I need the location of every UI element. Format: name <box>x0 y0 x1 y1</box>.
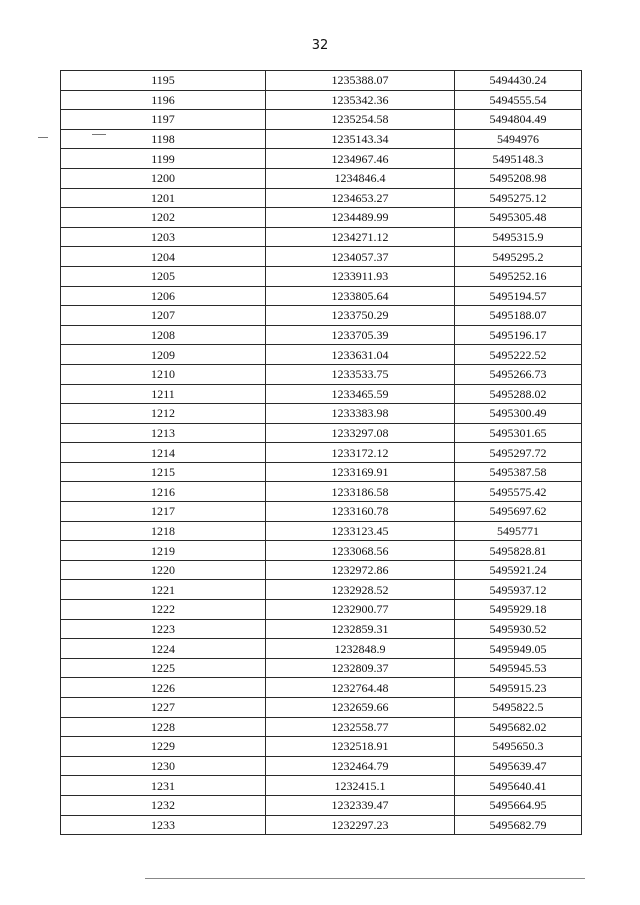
point-number-cell: 1217 <box>61 502 266 522</box>
point-number-cell: 1200 <box>61 168 266 188</box>
table-row <box>61 737 582 757</box>
x-coordinate-cell: 1234489.99 <box>266 208 455 228</box>
x-coordinate-cell: 1232809.37 <box>266 658 455 678</box>
table-row <box>61 776 582 796</box>
table-row <box>61 325 582 345</box>
table-row <box>61 423 582 443</box>
table-row <box>61 306 582 326</box>
table-row <box>61 698 582 718</box>
x-coordinate-cell: 1232972.86 <box>266 560 455 580</box>
point-number-cell: 1209 <box>61 345 266 365</box>
point-number-cell: 1205 <box>61 266 266 286</box>
y-coordinate-cell: 5495929.18 <box>455 600 582 620</box>
y-coordinate-cell: 5495275.12 <box>455 188 582 208</box>
point-number-cell: 1229 <box>61 737 266 757</box>
table-row <box>61 90 582 110</box>
scan-mark <box>38 137 48 138</box>
x-coordinate-cell: 1233750.29 <box>266 306 455 326</box>
coordinate-table <box>60 70 582 835</box>
x-coordinate-cell: 1232558.77 <box>266 717 455 737</box>
point-number-cell: 1227 <box>61 698 266 718</box>
y-coordinate-cell: 5495194.57 <box>455 286 582 306</box>
x-coordinate-cell: 1232297.23 <box>266 815 455 835</box>
x-coordinate-cell: 1232859.31 <box>266 619 455 639</box>
y-coordinate-cell: 5495697.62 <box>455 502 582 522</box>
y-coordinate-cell: 5495297.72 <box>455 443 582 463</box>
y-coordinate-cell: 5495208.98 <box>455 168 582 188</box>
y-coordinate-cell: 5494976 <box>455 129 582 149</box>
x-coordinate-cell: 1233705.39 <box>266 325 455 345</box>
x-coordinate-cell: 1233160.78 <box>266 502 455 522</box>
x-coordinate-cell: 1233172.12 <box>266 443 455 463</box>
x-coordinate-cell: 1235254.58 <box>266 110 455 130</box>
y-coordinate-cell: 5495682.02 <box>455 717 582 737</box>
y-coordinate-cell: 5495252.16 <box>455 266 582 286</box>
y-coordinate-cell: 5494430.24 <box>455 71 582 91</box>
point-number-cell: 1218 <box>61 521 266 541</box>
table-row <box>61 658 582 678</box>
y-coordinate-cell: 5494555.54 <box>455 90 582 110</box>
table-row <box>61 188 582 208</box>
table-row <box>61 502 582 522</box>
y-coordinate-cell: 5495148.3 <box>455 149 582 169</box>
y-coordinate-cell: 5495300.49 <box>455 404 582 424</box>
x-coordinate-cell: 1233465.59 <box>266 384 455 404</box>
y-coordinate-cell: 5495288.02 <box>455 384 582 404</box>
y-coordinate-cell: 5495682.79 <box>455 815 582 835</box>
table-row <box>61 795 582 815</box>
y-coordinate-cell: 5495266.73 <box>455 364 582 384</box>
x-coordinate-cell: 1233383.98 <box>266 404 455 424</box>
x-coordinate-cell: 1233533.75 <box>266 364 455 384</box>
point-number-cell: 1216 <box>61 482 266 502</box>
x-coordinate-cell: 1234967.46 <box>266 149 455 169</box>
y-coordinate-cell: 5495301.65 <box>455 423 582 443</box>
point-number-cell: 1203 <box>61 227 266 247</box>
point-number-cell: 1198 <box>61 129 266 149</box>
point-number-cell: 1196 <box>61 90 266 110</box>
point-number-cell: 1231 <box>61 776 266 796</box>
point-number-cell: 1221 <box>61 580 266 600</box>
table-row <box>61 404 582 424</box>
table-row <box>61 384 582 404</box>
point-number-cell: 1213 <box>61 423 266 443</box>
y-coordinate-cell: 5495650.3 <box>455 737 582 757</box>
point-number-cell: 1199 <box>61 149 266 169</box>
table-row <box>61 756 582 776</box>
point-number-cell: 1220 <box>61 560 266 580</box>
table-row <box>61 208 582 228</box>
y-coordinate-cell: 5495315.9 <box>455 227 582 247</box>
table-row <box>61 286 582 306</box>
point-number-cell: 1225 <box>61 658 266 678</box>
point-number-cell: 1195 <box>61 71 266 91</box>
table-row <box>61 560 582 580</box>
x-coordinate-cell: 1234057.37 <box>266 247 455 267</box>
y-coordinate-cell: 5495188.07 <box>455 306 582 326</box>
coordinate-table-body <box>61 71 582 835</box>
y-coordinate-cell: 5495664.95 <box>455 795 582 815</box>
point-number-cell: 1212 <box>61 404 266 424</box>
y-coordinate-cell: 5495949.05 <box>455 639 582 659</box>
point-number-cell: 1210 <box>61 364 266 384</box>
table-row <box>61 345 582 365</box>
y-coordinate-cell: 5495945.53 <box>455 658 582 678</box>
x-coordinate-cell: 1232415.1 <box>266 776 455 796</box>
y-coordinate-cell: 5495575.42 <box>455 482 582 502</box>
x-coordinate-cell: 1233169.91 <box>266 462 455 482</box>
point-number-cell: 1233 <box>61 815 266 835</box>
point-number-cell: 1228 <box>61 717 266 737</box>
table-row <box>61 443 582 463</box>
table-row <box>61 71 582 91</box>
table-row <box>61 600 582 620</box>
point-number-cell: 1219 <box>61 541 266 561</box>
point-number-cell: 1206 <box>61 286 266 306</box>
table-row <box>61 717 582 737</box>
x-coordinate-cell: 1235388.07 <box>266 71 455 91</box>
y-coordinate-cell: 5495640.41 <box>455 776 582 796</box>
x-coordinate-cell: 1232518.91 <box>266 737 455 757</box>
x-coordinate-cell: 1232464.79 <box>266 756 455 776</box>
footer-rule <box>145 878 585 879</box>
table-row <box>61 815 582 835</box>
y-coordinate-cell: 5495196.17 <box>455 325 582 345</box>
x-coordinate-cell: 1233805.64 <box>266 286 455 306</box>
x-coordinate-cell: 1233631.04 <box>266 345 455 365</box>
table-row <box>61 619 582 639</box>
table-row <box>61 149 582 169</box>
point-number-cell: 1202 <box>61 208 266 228</box>
point-number-cell: 1208 <box>61 325 266 345</box>
point-number-cell: 1201 <box>61 188 266 208</box>
point-number-cell: 1224 <box>61 639 266 659</box>
point-number-cell: 1230 <box>61 756 266 776</box>
point-number-cell: 1222 <box>61 600 266 620</box>
x-coordinate-cell: 1232928.52 <box>266 580 455 600</box>
x-coordinate-cell: 1234846.4 <box>266 168 455 188</box>
point-number-cell: 1197 <box>61 110 266 130</box>
table-row <box>61 129 582 149</box>
page-number: 32 <box>311 38 329 53</box>
point-number-cell: 1226 <box>61 678 266 698</box>
y-coordinate-cell: 5495771 <box>455 521 582 541</box>
y-coordinate-cell: 5495295.2 <box>455 247 582 267</box>
point-number-cell: 1214 <box>61 443 266 463</box>
x-coordinate-cell: 1234271.12 <box>266 227 455 247</box>
table-row <box>61 227 582 247</box>
table-row <box>61 541 582 561</box>
scan-mark <box>92 134 106 135</box>
y-coordinate-cell: 5495828.81 <box>455 541 582 561</box>
table-row <box>61 482 582 502</box>
point-number-cell: 1223 <box>61 619 266 639</box>
y-coordinate-cell: 5494804.49 <box>455 110 582 130</box>
table-row <box>61 247 582 267</box>
table-row <box>61 678 582 698</box>
x-coordinate-cell: 1232900.77 <box>266 600 455 620</box>
x-coordinate-cell: 1233911.93 <box>266 266 455 286</box>
x-coordinate-cell: 1235143.34 <box>266 129 455 149</box>
table-row <box>61 580 582 600</box>
table-row <box>61 521 582 541</box>
y-coordinate-cell: 5495921.24 <box>455 560 582 580</box>
table-row <box>61 168 582 188</box>
y-coordinate-cell: 5495930.52 <box>455 619 582 639</box>
x-coordinate-cell: 1232659.66 <box>266 698 455 718</box>
table-row <box>61 110 582 130</box>
x-coordinate-cell: 1233186.58 <box>266 482 455 502</box>
point-number-cell: 1232 <box>61 795 266 815</box>
x-coordinate-cell: 1232764.48 <box>266 678 455 698</box>
y-coordinate-cell: 5495639.47 <box>455 756 582 776</box>
x-coordinate-cell: 1233123.45 <box>266 521 455 541</box>
point-number-cell: 1211 <box>61 384 266 404</box>
y-coordinate-cell: 5495937.12 <box>455 580 582 600</box>
table-row <box>61 462 582 482</box>
point-number-cell: 1215 <box>61 462 266 482</box>
y-coordinate-cell: 5495222.52 <box>455 345 582 365</box>
table-row <box>61 266 582 286</box>
y-coordinate-cell: 5495915.23 <box>455 678 582 698</box>
x-coordinate-cell: 1233068.56 <box>266 541 455 561</box>
x-coordinate-cell: 1232848.9 <box>266 639 455 659</box>
x-coordinate-cell: 1233297.08 <box>266 423 455 443</box>
table-row <box>61 364 582 384</box>
x-coordinate-cell: 1232339.47 <box>266 795 455 815</box>
point-number-cell: 1204 <box>61 247 266 267</box>
point-number-cell: 1207 <box>61 306 266 326</box>
y-coordinate-cell: 5495305.48 <box>455 208 582 228</box>
x-coordinate-cell: 1235342.36 <box>266 90 455 110</box>
y-coordinate-cell: 5495822.5 <box>455 698 582 718</box>
y-coordinate-cell: 5495387.58 <box>455 462 582 482</box>
x-coordinate-cell: 1234653.27 <box>266 188 455 208</box>
table-row <box>61 639 582 659</box>
